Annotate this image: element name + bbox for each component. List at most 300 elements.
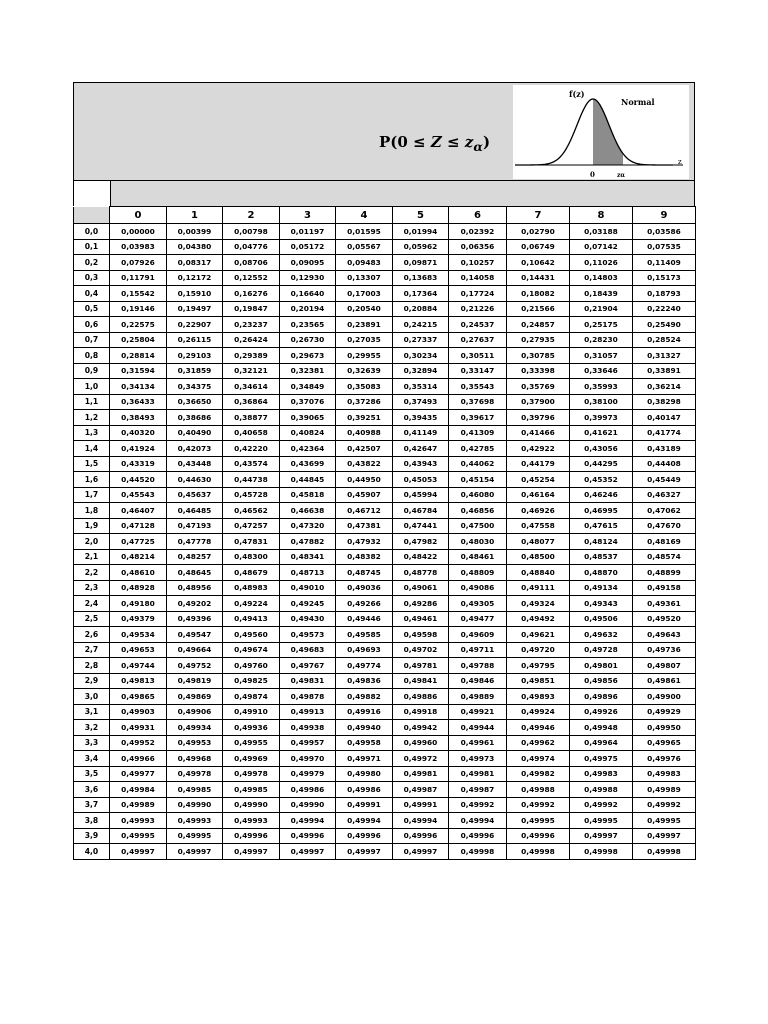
z-value-cell: 3,6 bbox=[74, 782, 110, 798]
probability-cell: 0,49861 bbox=[633, 673, 696, 689]
probability-cell: 0,14058 bbox=[449, 270, 507, 286]
probability-cell: 0,10257 bbox=[449, 255, 507, 271]
table-row bbox=[74, 270, 696, 286]
probability-cell: 0,49343 bbox=[570, 596, 633, 612]
probability-cell: 0,49916 bbox=[336, 704, 393, 720]
probability-cell: 0,36433 bbox=[110, 394, 167, 410]
probability-cell: 0,49950 bbox=[633, 720, 696, 736]
probability-cell: 0,49924 bbox=[507, 704, 570, 720]
probability-cell: 0,45449 bbox=[633, 472, 696, 488]
probability-cell: 0,39617 bbox=[449, 410, 507, 426]
formula-z: z bbox=[464, 133, 474, 151]
probability-cell: 0,41149 bbox=[393, 425, 449, 441]
probability-cell: 0,32381 bbox=[280, 363, 336, 379]
probability-cell: 0,49825 bbox=[223, 673, 280, 689]
z-value-cell: 2,5 bbox=[74, 611, 110, 627]
probability-cell: 0,49966 bbox=[110, 751, 167, 767]
probability-cell: 0,49882 bbox=[336, 689, 393, 705]
z-value-cell: 1,4 bbox=[74, 441, 110, 457]
probability-cell: 0,29955 bbox=[336, 348, 393, 364]
z-value-cell: 4,0 bbox=[74, 844, 110, 860]
probability-cell: 0,18439 bbox=[570, 286, 633, 302]
z-value-cell: 0,2 bbox=[74, 255, 110, 271]
probability-cell: 0,26730 bbox=[280, 332, 336, 348]
probability-cell: 0,47831 bbox=[223, 534, 280, 550]
probability-cell: 0,21566 bbox=[507, 301, 570, 317]
table-row bbox=[74, 503, 696, 519]
probability-cell: 0,28230 bbox=[570, 332, 633, 348]
probability-cell: 0,49477 bbox=[449, 611, 507, 627]
probability-cell: 0,48870 bbox=[570, 565, 633, 581]
probability-cell: 0,46712 bbox=[336, 503, 393, 519]
probability-cell: 0,49506 bbox=[570, 611, 633, 627]
probability-cell: 0,25490 bbox=[633, 317, 696, 333]
probability-cell: 0,46638 bbox=[280, 503, 336, 519]
table-row bbox=[74, 704, 696, 720]
column-header: 5 bbox=[393, 207, 449, 224]
probability-cell: 0,49711 bbox=[449, 642, 507, 658]
probability-cell: 0,49970 bbox=[280, 751, 336, 767]
probability-cell: 0,04776 bbox=[223, 239, 280, 255]
probability-cell: 0,49973 bbox=[449, 751, 507, 767]
probability-cell: 0,44738 bbox=[223, 472, 280, 488]
column-header: 1 bbox=[167, 207, 223, 224]
probability-cell: 0,11026 bbox=[570, 255, 633, 271]
probability-cell: 0,49995 bbox=[633, 813, 696, 829]
probability-cell: 0,10642 bbox=[507, 255, 570, 271]
z-value-cell: 2,4 bbox=[74, 596, 110, 612]
probability-cell: 0,49978 bbox=[223, 766, 280, 782]
probability-cell: 0,34849 bbox=[280, 379, 336, 395]
probability-cell: 0,49396 bbox=[167, 611, 223, 627]
z-value-cell: 2,0 bbox=[74, 534, 110, 550]
probability-cell: 0,39796 bbox=[507, 410, 570, 426]
curve-ylabel: f(z) bbox=[569, 89, 585, 99]
probability-cell: 0,32121 bbox=[223, 363, 280, 379]
probability-cell: 0,49813 bbox=[110, 673, 167, 689]
probability-cell: 0,47558 bbox=[507, 518, 570, 534]
probability-cell: 0,49134 bbox=[570, 580, 633, 596]
probability-cell: 0,49534 bbox=[110, 627, 167, 643]
probability-cell: 0,49996 bbox=[393, 828, 449, 844]
probability-cell: 0,49286 bbox=[393, 596, 449, 612]
probability-cell: 0,48300 bbox=[223, 549, 280, 565]
probability-cell: 0,49988 bbox=[507, 782, 570, 798]
probability-cell: 0,21904 bbox=[570, 301, 633, 317]
probability-cell: 0,49621 bbox=[507, 627, 570, 643]
probability-cell: 0,49968 bbox=[167, 751, 223, 767]
probability-cell: 0,49998 bbox=[507, 844, 570, 860]
probability-cell: 0,49997 bbox=[570, 828, 633, 844]
probability-cell: 0,48030 bbox=[449, 534, 507, 550]
probability-cell: 0,49560 bbox=[223, 627, 280, 643]
probability-cell: 0,42364 bbox=[280, 441, 336, 457]
z-value-cell: 2,3 bbox=[74, 580, 110, 596]
probability-cell: 0,49994 bbox=[280, 813, 336, 829]
probability-cell: 0,49983 bbox=[570, 766, 633, 782]
column-header: 0 bbox=[110, 207, 167, 224]
probability-cell: 0,49461 bbox=[393, 611, 449, 627]
probability-cell: 0,49874 bbox=[223, 689, 280, 705]
probability-cell: 0,01595 bbox=[336, 224, 393, 240]
z-value-cell: 0,6 bbox=[74, 317, 110, 333]
probability-cell: 0,25804 bbox=[110, 332, 167, 348]
probability-cell: 0,34134 bbox=[110, 379, 167, 395]
probability-cell: 0,27637 bbox=[449, 332, 507, 348]
probability-cell: 0,31057 bbox=[570, 348, 633, 364]
curve-title: Normal bbox=[621, 97, 655, 107]
probability-cell: 0,32894 bbox=[393, 363, 449, 379]
probability-cell: 0,49975 bbox=[570, 751, 633, 767]
probability-cell: 0,49992 bbox=[633, 797, 696, 813]
probability-cell: 0,49997 bbox=[167, 844, 223, 860]
curve-xaxis-label: z bbox=[678, 158, 682, 166]
probability-cell: 0,48956 bbox=[167, 580, 223, 596]
probability-cell: 0,49964 bbox=[570, 735, 633, 751]
subheader-fill bbox=[111, 181, 694, 206]
probability-cell: 0,49990 bbox=[280, 797, 336, 813]
probability-cell: 0,49996 bbox=[223, 828, 280, 844]
probability-cell: 0,42073 bbox=[167, 441, 223, 457]
probability-cell: 0,27935 bbox=[507, 332, 570, 348]
probability-cell: 0,36214 bbox=[633, 379, 696, 395]
probability-cell: 0,49993 bbox=[110, 813, 167, 829]
probability-cell: 0,02790 bbox=[507, 224, 570, 240]
probability-cell: 0,48461 bbox=[449, 549, 507, 565]
probability-cell: 0,49674 bbox=[223, 642, 280, 658]
probability-cell: 0,38493 bbox=[110, 410, 167, 426]
z-value-cell: 1,2 bbox=[74, 410, 110, 426]
probability-cell: 0,24215 bbox=[393, 317, 449, 333]
probability-cell: 0,22575 bbox=[110, 317, 167, 333]
probability-cell: 0,49942 bbox=[393, 720, 449, 736]
probability-cell: 0,39251 bbox=[336, 410, 393, 426]
probability-cell: 0,49361 bbox=[633, 596, 696, 612]
probability-cell: 0,49893 bbox=[507, 689, 570, 705]
probability-cell: 0,24537 bbox=[449, 317, 507, 333]
probability-cell: 0,44295 bbox=[570, 456, 633, 472]
probability-cell: 0,38298 bbox=[633, 394, 696, 410]
probability-cell: 0,49767 bbox=[280, 658, 336, 674]
probability-cell: 0,49992 bbox=[570, 797, 633, 813]
probability-cell: 0,48169 bbox=[633, 534, 696, 550]
probability-cell: 0,03586 bbox=[633, 224, 696, 240]
probability-cell: 0,39435 bbox=[393, 410, 449, 426]
probability-cell: 0,49929 bbox=[633, 704, 696, 720]
probability-cell: 0,48983 bbox=[223, 580, 280, 596]
probability-cell: 0,09095 bbox=[280, 255, 336, 271]
probability-cell: 0,13683 bbox=[393, 270, 449, 286]
table-row bbox=[74, 534, 696, 550]
probability-cell: 0,47778 bbox=[167, 534, 223, 550]
probability-cell: 0,35543 bbox=[449, 379, 507, 395]
z-value-cell: 3,9 bbox=[74, 828, 110, 844]
probability-cell: 0,49997 bbox=[393, 844, 449, 860]
probability-cell: 0,35314 bbox=[393, 379, 449, 395]
probability-cell: 0,48899 bbox=[633, 565, 696, 581]
table-row bbox=[74, 782, 696, 798]
probability-cell: 0,49946 bbox=[507, 720, 570, 736]
probability-cell: 0,29389 bbox=[223, 348, 280, 364]
probability-cell: 0,20884 bbox=[393, 301, 449, 317]
probability-cell: 0,49978 bbox=[167, 766, 223, 782]
probability-cell: 0,13307 bbox=[336, 270, 393, 286]
table-body bbox=[74, 224, 696, 860]
probability-cell: 0,48422 bbox=[393, 549, 449, 565]
z-value-cell: 1,6 bbox=[74, 472, 110, 488]
z-value-cell: 2,1 bbox=[74, 549, 110, 565]
table-row bbox=[74, 363, 696, 379]
probability-cell: 0,49938 bbox=[280, 720, 336, 736]
probability-cell: 0,49991 bbox=[393, 797, 449, 813]
table-row bbox=[74, 828, 696, 844]
probability-cell: 0,49918 bbox=[393, 704, 449, 720]
probability-cell: 0,49774 bbox=[336, 658, 393, 674]
probability-cell: 0,29103 bbox=[167, 348, 223, 364]
probability-cell: 0,49598 bbox=[393, 627, 449, 643]
probability-cell: 0,47882 bbox=[280, 534, 336, 550]
probability-cell: 0,17724 bbox=[449, 286, 507, 302]
table-row bbox=[74, 332, 696, 348]
probability-cell: 0,23891 bbox=[336, 317, 393, 333]
probability-cell: 0,49990 bbox=[223, 797, 280, 813]
probability-cell: 0,49989 bbox=[633, 782, 696, 798]
z-value-cell: 1,3 bbox=[74, 425, 110, 441]
probability-cell: 0,41466 bbox=[507, 425, 570, 441]
probability-cell: 0,31594 bbox=[110, 363, 167, 379]
probability-cell: 0,35993 bbox=[570, 379, 633, 395]
curve-zalpha-label: zα bbox=[617, 172, 626, 179]
probability-cell: 0,42785 bbox=[449, 441, 507, 457]
probability-cell: 0,49998 bbox=[633, 844, 696, 860]
probability-cell: 0,30785 bbox=[507, 348, 570, 364]
probability-cell: 0,49632 bbox=[570, 627, 633, 643]
probability-cell: 0,49996 bbox=[280, 828, 336, 844]
probability-cell: 0,49795 bbox=[507, 658, 570, 674]
table-row bbox=[74, 301, 696, 317]
probability-cell: 0,47982 bbox=[393, 534, 449, 550]
probability-cell: 0,49985 bbox=[223, 782, 280, 798]
table-row bbox=[74, 844, 696, 860]
table-row bbox=[74, 394, 696, 410]
probability-cell: 0,33398 bbox=[507, 363, 570, 379]
probability-cell: 0,49998 bbox=[449, 844, 507, 860]
probability-cell: 0,49985 bbox=[167, 782, 223, 798]
z-value-cell: 0,4 bbox=[74, 286, 110, 302]
z-table bbox=[73, 206, 696, 860]
probability-cell: 0,05567 bbox=[336, 239, 393, 255]
probability-cell: 0,49926 bbox=[570, 704, 633, 720]
probability-cell: 0,49324 bbox=[507, 596, 570, 612]
probability-cell: 0,49693 bbox=[336, 642, 393, 658]
probability-cell: 0,42507 bbox=[336, 441, 393, 457]
column-header: 7 bbox=[507, 207, 570, 224]
z-value-cell: 3,4 bbox=[74, 751, 110, 767]
probability-cell: 0,49702 bbox=[393, 642, 449, 658]
probability-cell: 0,45543 bbox=[110, 487, 167, 503]
probability-cell: 0,49981 bbox=[393, 766, 449, 782]
probability-cell: 0,49851 bbox=[507, 673, 570, 689]
probability-cell: 0,49036 bbox=[336, 580, 393, 596]
probability-cell: 0,43699 bbox=[280, 456, 336, 472]
probability-cell: 0,00798 bbox=[223, 224, 280, 240]
probability-cell: 0,49900 bbox=[633, 689, 696, 705]
probability-cell: 0,47257 bbox=[223, 518, 280, 534]
probability-cell: 0,49996 bbox=[336, 828, 393, 844]
probability-cell: 0,33891 bbox=[633, 363, 696, 379]
probability-cell: 0,41621 bbox=[570, 425, 633, 441]
probability-cell: 0,48610 bbox=[110, 565, 167, 581]
z-value-cell: 1,7 bbox=[74, 487, 110, 503]
probability-cell: 0,49158 bbox=[633, 580, 696, 596]
probability-cell: 0,47193 bbox=[167, 518, 223, 534]
probability-cell: 0,35083 bbox=[336, 379, 393, 395]
probability-cell: 0,49983 bbox=[633, 766, 696, 782]
probability-cell: 0,34614 bbox=[223, 379, 280, 395]
probability-cell: 0,06356 bbox=[449, 239, 507, 255]
z-value-cell: 1,0 bbox=[74, 379, 110, 395]
probability-cell: 0,45728 bbox=[223, 487, 280, 503]
probability-cell: 0,40490 bbox=[167, 425, 223, 441]
probability-cell: 0,30234 bbox=[393, 348, 449, 364]
probability-cell: 0,49974 bbox=[507, 751, 570, 767]
table-row bbox=[74, 317, 696, 333]
table-row bbox=[74, 813, 696, 829]
probability-cell: 0,49993 bbox=[167, 813, 223, 829]
normal-curve-figure bbox=[513, 85, 689, 179]
probability-cell: 0,45907 bbox=[336, 487, 393, 503]
probability-cell: 0,44950 bbox=[336, 472, 393, 488]
probability-cell: 0,37900 bbox=[507, 394, 570, 410]
probability-cell: 0,49869 bbox=[167, 689, 223, 705]
probability-cell: 0,49760 bbox=[223, 658, 280, 674]
probability-cell: 0,49683 bbox=[280, 642, 336, 658]
table-row bbox=[74, 735, 696, 751]
probability-cell: 0,49981 bbox=[449, 766, 507, 782]
probability-cell: 0,47320 bbox=[280, 518, 336, 534]
probability-cell: 0,49430 bbox=[280, 611, 336, 627]
probability-cell: 0,49988 bbox=[570, 782, 633, 798]
probability-cell: 0,49807 bbox=[633, 658, 696, 674]
table-row bbox=[74, 487, 696, 503]
probability-cell: 0,31859 bbox=[167, 363, 223, 379]
probability-cell: 0,47062 bbox=[633, 503, 696, 519]
probability-cell: 0,49994 bbox=[336, 813, 393, 829]
probability-cell: 0,49940 bbox=[336, 720, 393, 736]
table-row bbox=[74, 472, 696, 488]
z-value-cell: 0,0 bbox=[74, 224, 110, 240]
probability-cell: 0,49962 bbox=[507, 735, 570, 751]
probability-cell: 0,37076 bbox=[280, 394, 336, 410]
z-value-cell: 1,9 bbox=[74, 518, 110, 534]
probability-cell: 0,44408 bbox=[633, 456, 696, 472]
probability-cell: 0,38686 bbox=[167, 410, 223, 426]
probability-cell: 0,49982 bbox=[507, 766, 570, 782]
probability-cell: 0,49969 bbox=[223, 751, 280, 767]
probability-cell: 0,23237 bbox=[223, 317, 280, 333]
z-value-cell: 2,7 bbox=[74, 642, 110, 658]
probability-cell: 0,46784 bbox=[393, 503, 449, 519]
probability-cell: 0,45053 bbox=[393, 472, 449, 488]
probability-cell: 0,41774 bbox=[633, 425, 696, 441]
probability-cell: 0,09483 bbox=[336, 255, 393, 271]
z-value-cell: 2,9 bbox=[74, 673, 110, 689]
z-value-cell: 3,3 bbox=[74, 735, 110, 751]
probability-cell: 0,49995 bbox=[110, 828, 167, 844]
table-row bbox=[74, 286, 696, 302]
probability-cell: 0,45637 bbox=[167, 487, 223, 503]
probability-cell: 0,40658 bbox=[223, 425, 280, 441]
z-value-cell: 3,2 bbox=[74, 720, 110, 736]
probability-cell: 0,44520 bbox=[110, 472, 167, 488]
probability-cell: 0,49986 bbox=[336, 782, 393, 798]
probability-cell: 0,49977 bbox=[110, 766, 167, 782]
table-row bbox=[74, 518, 696, 534]
probability-cell: 0,19847 bbox=[223, 301, 280, 317]
probability-cell: 0,48645 bbox=[167, 565, 223, 581]
probability-cell: 0,49801 bbox=[570, 658, 633, 674]
subheader-stub bbox=[74, 181, 111, 206]
table-row bbox=[74, 766, 696, 782]
probability-cell: 0,49989 bbox=[110, 797, 167, 813]
probability-cell: 0,23565 bbox=[280, 317, 336, 333]
probability-cell: 0,03188 bbox=[570, 224, 633, 240]
probability-cell: 0,47615 bbox=[570, 518, 633, 534]
probability-cell: 0,45352 bbox=[570, 472, 633, 488]
table-row bbox=[74, 425, 696, 441]
probability-cell: 0,49965 bbox=[633, 735, 696, 751]
probability-cell: 0,49994 bbox=[393, 813, 449, 829]
table-row bbox=[74, 689, 696, 705]
table-row bbox=[74, 549, 696, 565]
probability-cell: 0,48809 bbox=[449, 565, 507, 581]
table-row bbox=[74, 255, 696, 271]
probability-cell: 0,48537 bbox=[570, 549, 633, 565]
probability-cell: 0,49896 bbox=[570, 689, 633, 705]
probability-cell: 0,49653 bbox=[110, 642, 167, 658]
probability-cell: 0,49952 bbox=[110, 735, 167, 751]
probability-cell: 0,11791 bbox=[110, 270, 167, 286]
probability-cell: 0,14803 bbox=[570, 270, 633, 286]
probability-cell: 0,44630 bbox=[167, 472, 223, 488]
probability-cell: 0,49921 bbox=[449, 704, 507, 720]
formula-var: Z bbox=[430, 133, 442, 151]
probability-cell: 0,49990 bbox=[167, 797, 223, 813]
z-value-cell: 0,8 bbox=[74, 348, 110, 364]
probability-cell: 0,45254 bbox=[507, 472, 570, 488]
probability-cell: 0,28524 bbox=[633, 332, 696, 348]
probability-cell: 0,49997 bbox=[280, 844, 336, 860]
formula-close: ) bbox=[482, 133, 491, 151]
probability-cell: 0,49744 bbox=[110, 658, 167, 674]
probability-cell: 0,49906 bbox=[167, 704, 223, 720]
probability-cell: 0,49010 bbox=[280, 580, 336, 596]
probability-cell: 0,48382 bbox=[336, 549, 393, 565]
probability-cell: 0,49960 bbox=[393, 735, 449, 751]
probability-cell: 0,04380 bbox=[167, 239, 223, 255]
z-value-cell: 0,1 bbox=[74, 239, 110, 255]
probability-cell: 0,49994 bbox=[449, 813, 507, 829]
probability-cell: 0,43822 bbox=[336, 456, 393, 472]
table-row bbox=[74, 379, 696, 395]
probability-cell: 0,38100 bbox=[570, 394, 633, 410]
probability-cell: 0,49934 bbox=[167, 720, 223, 736]
probability-cell: 0,49980 bbox=[336, 766, 393, 782]
column-header: 9 bbox=[633, 207, 696, 224]
probability-cell: 0,49998 bbox=[570, 844, 633, 860]
probability-cell: 0,14431 bbox=[507, 270, 570, 286]
z-value-cell: 3,5 bbox=[74, 766, 110, 782]
